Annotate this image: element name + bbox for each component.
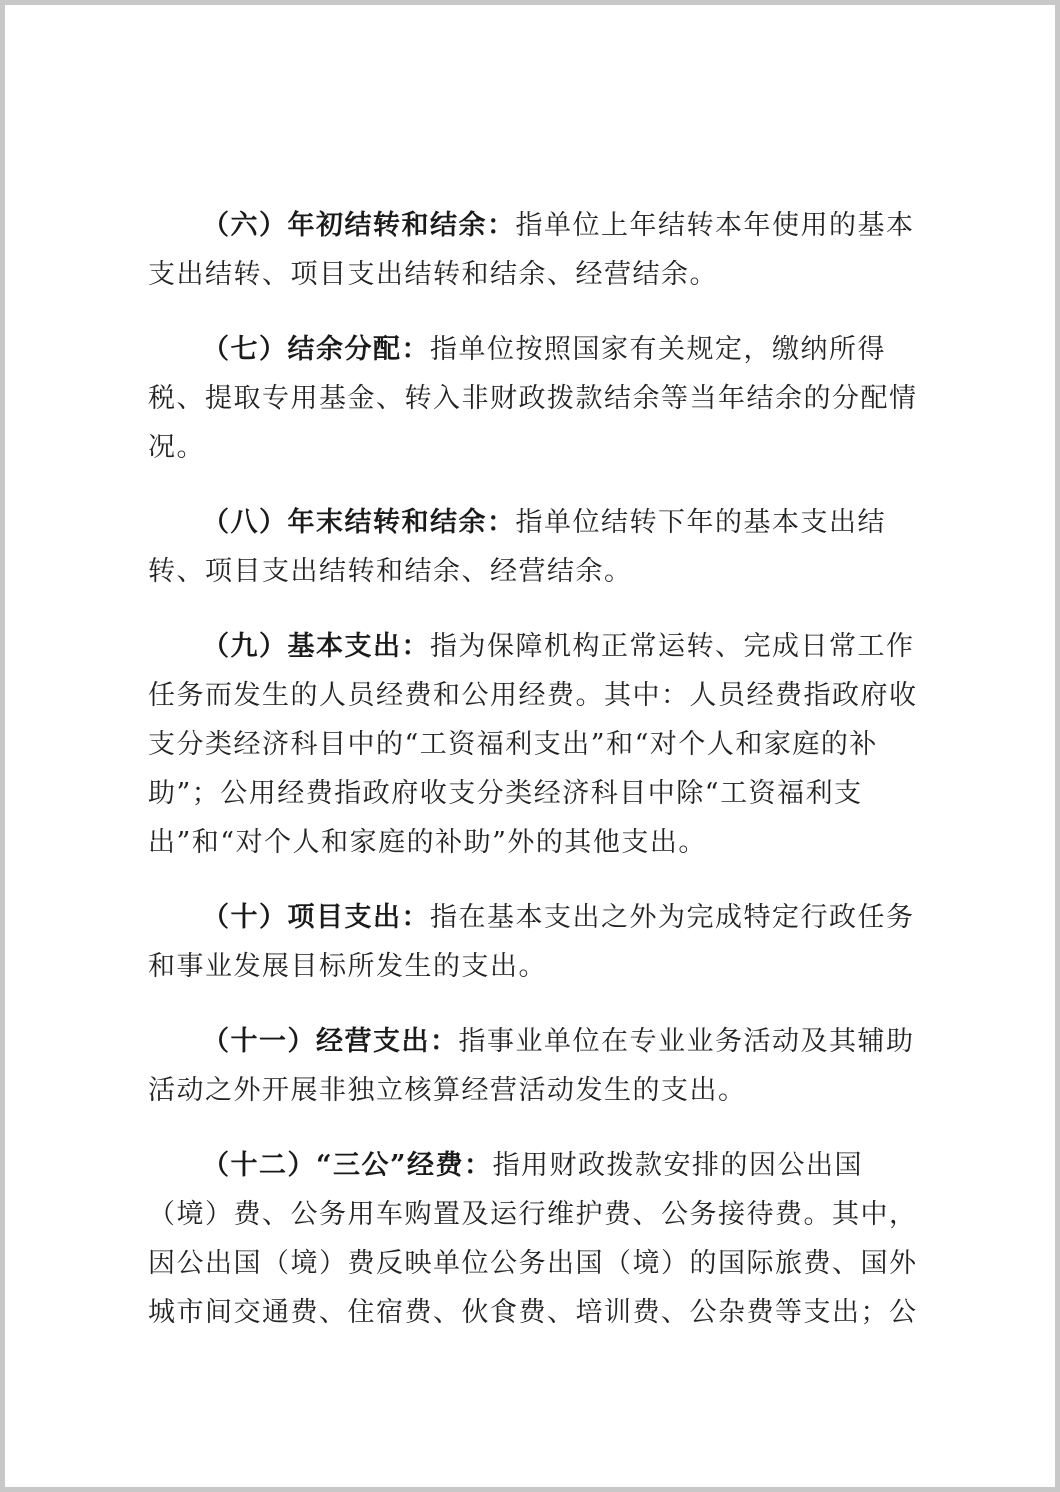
- paragraph-9: [148, 622, 923, 867]
- paragraph-heading: （九）基本支出：: [202, 631, 430, 662]
- paragraph-8: [148, 498, 923, 596]
- paragraph-text: 指单位结转下年的基本支出结转、项目支出结转和结余、经营结余。: [148, 507, 886, 587]
- paragraph-text: 指在基本支出之外为完成特定行政任务和事业发展目标所发生的支出。: [148, 902, 915, 982]
- paragraph-11: [148, 1017, 923, 1115]
- paragraph-text: 指单位按照国家有关规定，缴纳所得税、提取专用基金、转入非财政拨款结余等当年结余的分配情况。: [148, 334, 918, 463]
- paragraph-heading: （十）项目支出：: [202, 902, 430, 933]
- paragraph-6: [148, 201, 923, 299]
- paragraph-heading: （六）年初结转和结余：: [202, 210, 516, 241]
- paragraph-heading: （七）结余分配：: [202, 334, 430, 365]
- paragraph-text: 指用财政拨款安排的因公出国（境）费、公务用车购置及运行维护费、公务接待费。其中，因公出国（境）费反映单位公务出国（境）的国际旅费、国外城市间交通费、住宿费、伙食费、培训费、公杂费等支出；公: [148, 1150, 918, 1328]
- document-body: [148, 201, 923, 1363]
- paragraph-heading: （十一）经营支出：: [202, 1026, 459, 1057]
- paragraph-text: 指事业单位在专业业务活动及其辅助活动之外开展非独立核算经营活动发生的支出。: [148, 1026, 915, 1106]
- paragraph-7: [148, 325, 923, 472]
- paragraph-10: [148, 893, 923, 991]
- paragraph-text: 指单位上年结转本年使用的基本支出结转、项目支出结转和结余、经营结余。: [148, 210, 915, 290]
- paragraph-heading: （十二）“三公”经费：: [202, 1150, 493, 1181]
- paragraph-text: 指为保障机构正常运转、完成日常工作任务而发生的人员经费和公用经费。其中：人员经费指政府收支分类经济科目中的“工资福利支出”和“对个人和家庭的补助”；公用经费指政府收支分类经济科目中除“工资福利支出”和“对个人和家庭的补助”外的其他支出。: [148, 631, 918, 858]
- paragraph-heading: （八）年末结转和结余：: [202, 507, 516, 538]
- paragraph-12: [148, 1141, 923, 1337]
